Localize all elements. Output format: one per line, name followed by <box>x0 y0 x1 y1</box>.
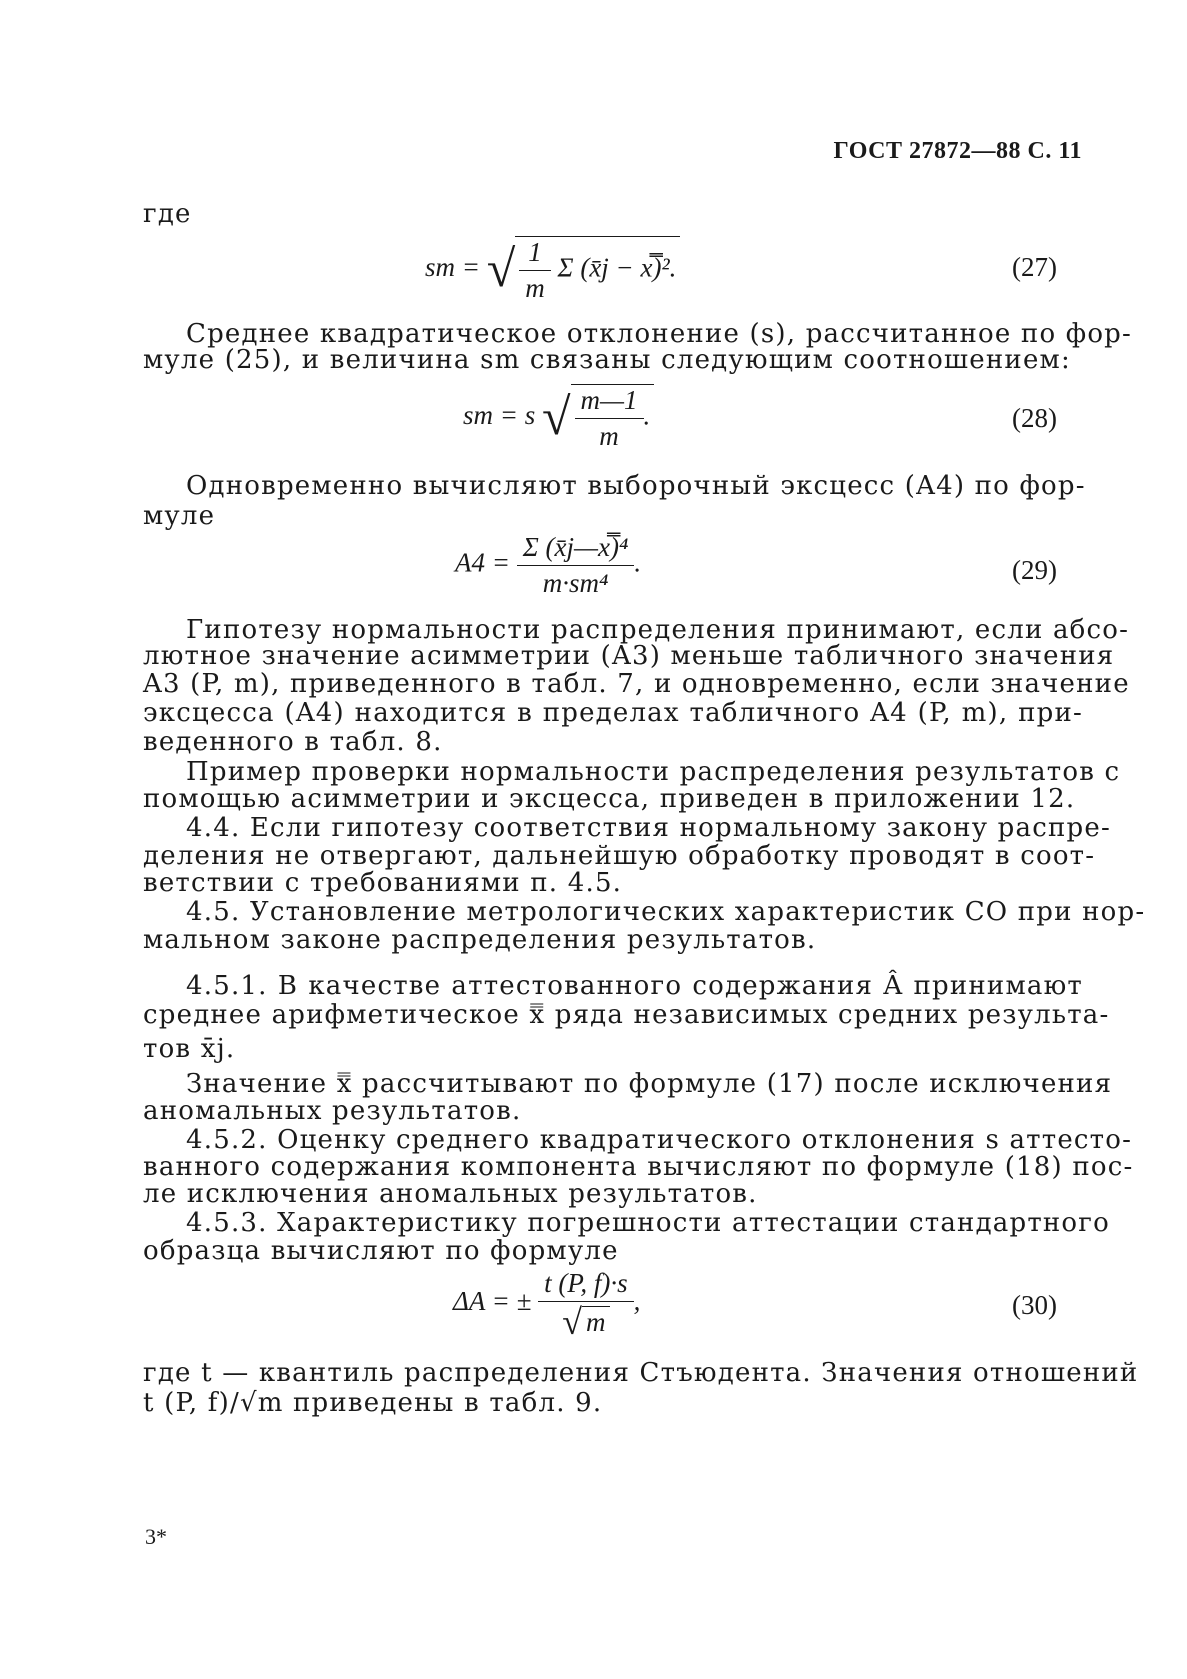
text-line: 4.5. Установление метрологических характеристик СО при нор- <box>186 897 1146 927</box>
text-line: t (P, f)/√m приведены в табл. 9. <box>143 1388 603 1418</box>
formula-27-radical: $\frac{1}{m}$ Σ (x̄j − x̿)². <box>515 236 680 304</box>
formula-30: ΔA = ± $\frac{t (P, f)\cdot s}{√ m}$ , <box>453 1268 641 1342</box>
text-line: Одновременно вычисляют выборочный эксцесс (A4) по фор- <box>186 471 1086 501</box>
formula-27 <box>425 236 680 304</box>
equation-number-30: (30) <box>1012 1290 1057 1320</box>
text-line: веденного в табл. 8. <box>143 727 443 757</box>
text-line: Гипотезу нормальности распределения принимают, если абсо- <box>186 615 1130 645</box>
signature-mark: 3* <box>145 1524 167 1549</box>
text-line: образца вычисляют по формуле <box>143 1236 619 1266</box>
formula-30-fraction: $\frac{t (P, f)\cdot s}{√ m}$ <box>538 1268 634 1340</box>
formula-28-radical: $\frac{m—1}{m}$ . <box>571 384 655 452</box>
sqrt-icon: √ <box>562 1302 583 1342</box>
formula-28-lhs: sm = s <box>463 400 536 431</box>
text-line: ванного содержания компонента вычисляют по формуле (18) пос- <box>143 1152 1134 1182</box>
text-line: ветствии с требованиями п. 4.5. <box>143 868 623 898</box>
text-line: A3 (P, m), приведенного в табл. 7, и одновременно, если значение <box>143 669 1130 699</box>
text-line: Значение x̿ рассчитывают по формуле (17) после исключения <box>186 1069 1113 1099</box>
text-line: 4.5.2. Оценку среднего квадратического отклонения s аттесто- <box>186 1125 1133 1155</box>
text-line: эксцесса (A4) находится в пределах табличного A4 (P, m), при- <box>143 698 1083 728</box>
equation-number-28: (28) <box>1012 403 1057 433</box>
formula-27-fraction: $\frac{1}{m}$ <box>519 237 551 304</box>
text-line: ле исключения аномальных результатов. <box>143 1179 758 1209</box>
sqrt-icon: √ <box>486 241 516 298</box>
equation-number-29: (29) <box>1012 555 1057 585</box>
text-line: Пример проверки нормальности распределения результатов с <box>186 757 1121 787</box>
formula-30-lhs: ΔA = ± <box>453 1286 532 1317</box>
formula-29-fraction: $\frac{\text{Σ (x̄j—x̿)⁴}}{\text{m·sm⁴}}$ <box>517 532 635 599</box>
page-header: ГОСТ 27872—88 С. 11 <box>833 138 1082 164</box>
text-line: муле <box>143 501 216 531</box>
formula-29-lhs: A4 = <box>455 547 510 578</box>
sqrt-icon: √ <box>541 389 571 446</box>
text-line: среднее арифметическое x̿ ряда независимых средних результа- <box>143 1000 1110 1030</box>
text-line: 4.5.3. Характеристику погрешности аттестации стандартного <box>186 1208 1110 1238</box>
text-line: тов x̄j. <box>143 1034 236 1064</box>
equation-number-27: (27) <box>1012 252 1057 282</box>
text-line: деления не отвергают, дальнейшую обработку проводят в соот- <box>143 841 1096 871</box>
text-line: аномальных результатов. <box>143 1096 522 1126</box>
text-line: 4.4. Если гипотезу соответствия нормальному закону распре- <box>186 813 1111 843</box>
formula-27-lhs: sm = <box>425 252 480 283</box>
text-line: 4.5.1. В качестве аттестованного содержания Â принимают <box>186 971 1083 1001</box>
text-line: помощью асимметрии и эксцесса, приведен в приложении 12. <box>143 784 1076 814</box>
formula-29: A4 = $\frac{\text{Σ (x̄j—x̿)⁴}}{\text{m·sm⁴}}$ . <box>455 532 642 598</box>
text-line: Среднее квадратическое отклонение (s), рассчитанное по фор- <box>186 319 1133 349</box>
text-line: муле (25), и величина sm связаны следующим соотношением: <box>143 345 1071 375</box>
text-line: где t — квантиль распределения Стъюдента. Значения отношений <box>143 1358 1139 1388</box>
text-line: лютное значение асимметрии (A3) меньше табличного значения <box>143 641 1115 671</box>
formula-27-radicand: Σ (x̄j − x̿)² <box>557 252 670 283</box>
formula-28 <box>463 384 654 452</box>
formula-28-fraction: $\frac{m—1}{m}$ <box>575 385 644 452</box>
text-line: мальном законе распределения результатов. <box>143 925 817 955</box>
text-line: где <box>143 199 192 229</box>
